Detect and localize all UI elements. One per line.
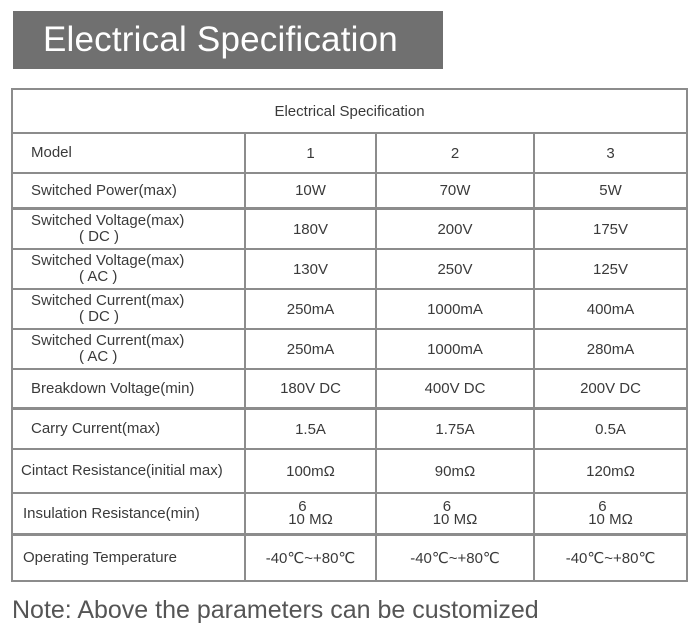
- row-label: Switched Voltage(max) ( DC ): [13, 210, 246, 250]
- table-row: [13, 290, 686, 330]
- exponent: 6: [442, 498, 452, 515]
- table-cell: 400V DC: [377, 370, 535, 410]
- table-cell: 250mA: [246, 330, 377, 370]
- row-label: Switched Current(max) ( DC ): [13, 290, 246, 330]
- column-header: 2: [377, 134, 535, 174]
- row-label: Operating Temperature: [13, 536, 246, 580]
- table-cell: 70W: [377, 174, 535, 210]
- table-cell: 250V: [377, 250, 535, 290]
- table-row: [13, 370, 686, 410]
- table-cell: 400mA: [535, 290, 686, 330]
- table-cell: 180V DC: [246, 370, 377, 410]
- table-row: [13, 210, 686, 250]
- table-cell: 1.75A: [377, 410, 535, 450]
- table-cell: 280mA: [535, 330, 686, 370]
- table-row: [13, 250, 686, 290]
- column-header: 1: [246, 134, 377, 174]
- table-row: [13, 134, 686, 174]
- section-banner: Electrical Specification: [13, 11, 443, 69]
- table-cell: -40℃~+80℃: [565, 550, 656, 567]
- table-cell: -40℃~+80℃: [377, 536, 535, 580]
- table-row: [13, 330, 686, 370]
- table-cell: [377, 494, 535, 536]
- row-label: Cintact Resistance(initial max): [13, 450, 246, 494]
- row-label: Carry Current(max): [13, 410, 246, 450]
- exponent: 6: [598, 498, 607, 515]
- resistance-value: 10 MΩ: [432, 511, 478, 528]
- table-cell: 200V: [377, 210, 535, 250]
- row-label: Breakdown Voltage(min): [13, 370, 246, 410]
- table-cell: 200V DC: [535, 370, 686, 410]
- table-cell: 125V: [535, 250, 686, 290]
- table-cell: 5W: [535, 174, 686, 210]
- resistance-value: 10 MΩ: [588, 511, 633, 528]
- table-cell: [535, 494, 686, 536]
- row-label: Switched Voltage(max) ( AC ): [13, 250, 246, 290]
- table-cell: 10W: [246, 174, 377, 210]
- table-row: [13, 494, 686, 536]
- table-title: Electrical Specification: [13, 90, 686, 134]
- exponent: 6: [298, 498, 307, 515]
- table-cell: [246, 494, 377, 536]
- table-row: [13, 536, 686, 580]
- row-label: Switched Power(max): [13, 174, 246, 210]
- row-label: Insulation Resistance(min): [13, 494, 246, 536]
- table-cell: 175V: [535, 210, 686, 250]
- spec-table: [11, 88, 688, 582]
- row-label: Switched Current(max) ( AC ): [13, 330, 246, 370]
- table-row: [13, 174, 686, 210]
- column-header: 3: [535, 134, 686, 174]
- table-cell: 250mA: [246, 290, 377, 330]
- table-row: [13, 450, 686, 494]
- table-cell: 1.5A: [246, 410, 377, 450]
- table-cell: -40℃~+80℃: [246, 536, 377, 580]
- row-label: Model: [13, 134, 246, 174]
- table-cell: 180V: [246, 210, 377, 250]
- table-cell: 1000mA: [377, 290, 535, 330]
- table-cell: 1000mA: [377, 330, 535, 370]
- table-cell: 0.5A: [535, 410, 686, 450]
- footnote: Note: Above the parameters can be customized: [12, 596, 539, 624]
- table-row: [13, 410, 686, 450]
- table-cell: 100mΩ: [246, 450, 377, 494]
- table-cell: 130V: [246, 250, 377, 290]
- resistance-value: 10 MΩ: [288, 511, 333, 528]
- table-cell: 120mΩ: [535, 450, 686, 494]
- table-cell: 90mΩ: [377, 450, 535, 494]
